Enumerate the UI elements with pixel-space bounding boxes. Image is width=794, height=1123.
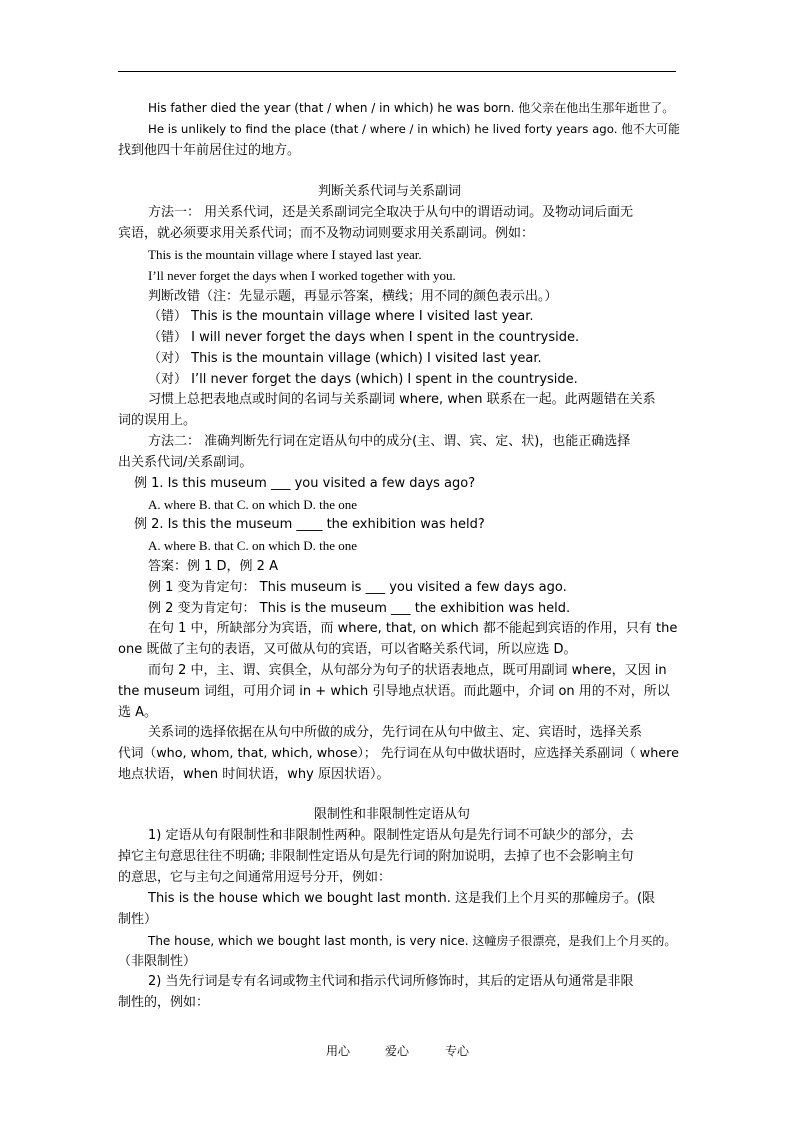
section-title: 限制性和非限制性定语从句	[314, 807, 471, 822]
text-line: 2) 当先行词是专有名词或物主代词和指示代词所修饰时，其后的定语从句通常是非限	[148, 974, 634, 989]
text-line: 制性）	[118, 912, 158, 927]
text-line: （非限制性）	[118, 954, 197, 969]
text-line: 词的误用上。	[118, 413, 197, 428]
text-line: His father died the year (that / when / in which) he was born. 他父亲在他出生那年逝世了。	[148, 101, 675, 115]
text-line: 1) 定语从句有限制性和非限制性两种。限制性定语从句是先行词不可缺少的部分，去	[148, 828, 634, 843]
text-line: 选 A。	[118, 705, 158, 720]
section-title: 判断关系代词与关系副词	[318, 184, 462, 199]
text-line: 方法一： 用关系代词，还是关系副词完全取决于从句中的谓语动词。及物动词后面无	[148, 205, 634, 220]
text-line: The house, which we bought last month, is very nice. 这幢房子很漂亮，是我们上个月买的。	[148, 934, 677, 948]
text-line: 制性的，例如：	[118, 995, 210, 1010]
text-line: 例 2 变为肯定句： This is the museum ___ the exhibition was held.	[148, 601, 571, 616]
text-line: This is the house which we bought last month. 这是我们上个月买的那幢房子。(限	[148, 891, 656, 906]
text-line: the museum 词组，可用介词 in + which 引导地点状语。而此题中，介词 on 用的不对，所以	[118, 684, 670, 699]
footer-word: 专心	[445, 1044, 470, 1058]
answer-key: 答案：例 1 D，例 2 A	[148, 559, 278, 574]
text-line: 找到他四十年前居住过的地方。	[118, 143, 301, 158]
text-line: 的意思，它与主句之间通常用逗号分开，例如：	[118, 870, 392, 885]
text-line: 习惯上总把表地点或时间的名词与关系副词 where, when 联系在一起。此两题错在关系	[148, 392, 656, 407]
exercise-item: （错） This is the mountain village where I visited last year.	[148, 309, 534, 324]
footer-word: 爱心	[385, 1044, 410, 1058]
exercise-item: （对） I’ll never forget the days (which) I spent in the countryside.	[148, 372, 578, 387]
text-line: 在句 1 中，所缺部分为宾语，而 where, that, on which 都不能起到宾语的作用，只有 the	[148, 621, 678, 636]
text-line: 而句 2 中，主、谓、宾俱全，从句部分为句子的状语表地点，既可用副词 where，又因 in	[148, 663, 667, 678]
example-question: 例 2. Is this the museum ____ the exhibition was held?	[134, 517, 485, 532]
footer-word: 用心	[326, 1044, 351, 1058]
text-line: 出关系代词/关系副词。	[118, 455, 253, 470]
example-sentence: This is the mountain village where I stayed last year.	[148, 247, 422, 262]
text-line: 方法二： 准确判断先行词在定语从句中的成分(主、谓、宾、定、状)，也能正确选择	[148, 434, 631, 449]
text-line: 判断改错（注：先显示题，再显示答案，横线；用不同的颜色表示出。）	[148, 289, 558, 304]
text-line: 关系词的选择依据在从句中所做的成分，先行词在从句中做主、定、宾语时，选择关系	[148, 725, 643, 740]
text-line: 例 1 变为肯定句： This museum is ___ you visited a few days ago.	[148, 580, 567, 595]
example-sentence: I’ll never forget the days when I worked together with you.	[148, 268, 456, 283]
text-line: 地点状语，when 时间状语，why 原因状语）。	[118, 767, 390, 782]
text-line: 代词（who, whom, that, which, whose）； 先行词在从句中做状语时，应选择关系副词（ where	[118, 746, 679, 761]
exercise-item: （错） I will never forget the days when I spent in the countryside.	[148, 330, 580, 345]
answer-options: A. where B. that C. on which D. the one	[148, 538, 358, 553]
text-line: He is unlikely to find the place (that / where / in which) he lived forty years ago. 他不大可能	[148, 122, 680, 136]
text-line: 宾语，就必须要求用关系代词；而不及物动词则要求用关系副词。例如：	[118, 226, 535, 241]
answer-options: A. where B. that C. on which D. the one	[148, 497, 358, 512]
text-line: 掉它主句意思往往不明确; 非限制性定语从句是先行词的附加说明，去掉了也不会影响主句	[118, 849, 634, 864]
exercise-item: （对） This is the mountain village (which) I visited last year.	[148, 351, 542, 366]
example-question: 例 1. Is this museum ___ you visited a few days ago?	[134, 476, 476, 491]
text-line: one 既做了主句的表语，又可做从句的宾语，可以省略关系代词，所以应选 D。	[118, 642, 577, 657]
